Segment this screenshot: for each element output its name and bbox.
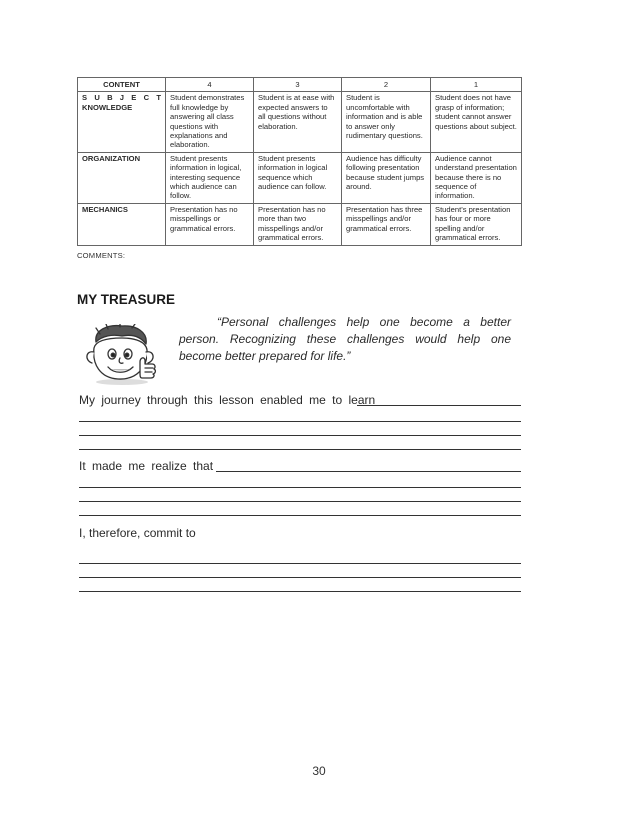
criterion-organization: ORGANIZATION bbox=[78, 152, 166, 203]
letter: J bbox=[119, 93, 125, 103]
answer-line[interactable] bbox=[79, 421, 521, 422]
cell-sk-4: Student demonstrates full knowledge by answering all class questions with explanations and elaboration. bbox=[166, 92, 254, 152]
answer-line[interactable] bbox=[79, 515, 521, 516]
answer-line[interactable] bbox=[79, 487, 521, 488]
cell-org-4: Student presents information in logical, interesting sequence which audience can follow. bbox=[166, 152, 254, 203]
cell-org-3: Student presents information in logical sequence which audience can follow. bbox=[254, 152, 342, 203]
header-score-4: 4 bbox=[166, 78, 254, 92]
rubric-header-row bbox=[78, 78, 522, 92]
rubric-row-mechanics bbox=[78, 203, 522, 245]
comments-label: COMMENTS: bbox=[77, 251, 126, 260]
cell-mech-3: Presentation has no more than two misspellings and/or grammatical errors. bbox=[254, 203, 342, 245]
page-number: 30 bbox=[312, 764, 326, 778]
prompt-realize: It made me realize that bbox=[79, 459, 214, 473]
header-content: CONTENT bbox=[78, 78, 166, 92]
cell-org-2: Audience has difficulty following presentation because student jumps around. bbox=[342, 152, 431, 203]
answer-line[interactable] bbox=[216, 471, 521, 472]
letter: B bbox=[107, 93, 113, 103]
rubric-table bbox=[77, 77, 522, 246]
cell-sk-3: Student is at ease with expected answers to all questions without elaboration. bbox=[254, 92, 342, 152]
header-score-1: 1 bbox=[431, 78, 522, 92]
answer-line[interactable] bbox=[79, 501, 521, 502]
letter: C bbox=[143, 93, 150, 103]
thumbs-up-mascot-icon bbox=[78, 324, 164, 386]
criterion-mechanics: MECHANICS bbox=[78, 203, 166, 245]
header-score-2: 2 bbox=[342, 78, 431, 92]
criterion-line2: KNOWLEDGE bbox=[82, 102, 133, 112]
rubric-row-organization bbox=[78, 152, 522, 203]
criterion-subject-knowledge bbox=[78, 92, 166, 152]
cell-mech-1: Student’s presentation has four or more spelling and/or grammatical errors. bbox=[431, 203, 522, 245]
letter: T bbox=[156, 93, 161, 103]
cell-sk-2: Student is uncomfortable with information and is able to answer only rudimentary questions. bbox=[342, 92, 431, 152]
rubric-row-subject-knowledge bbox=[78, 92, 522, 152]
prompt-commit: I, therefore, commit to bbox=[79, 526, 196, 540]
cell-mech-2: Presentation has three misspellings and/or grammatical errors. bbox=[342, 203, 431, 245]
letter: U bbox=[94, 93, 100, 103]
inspirational-quote: “Personal challenges help one become a better person. Recognizing these challenges would help one become better prepared for life.” bbox=[179, 315, 511, 363]
prompt-journey: My journey through this lesson enabled me to learn bbox=[79, 393, 376, 407]
section-title: MY TREASURE bbox=[77, 292, 176, 307]
answer-line[interactable] bbox=[79, 577, 521, 578]
letter: E bbox=[131, 93, 137, 103]
answer-line[interactable] bbox=[79, 563, 521, 564]
answer-line[interactable] bbox=[79, 449, 521, 450]
cell-sk-1: Student does not have grasp of information; student cannot answer questions about subject. bbox=[431, 92, 522, 152]
cell-org-1: Audience cannot understand presentation because there is no sequence of information. bbox=[431, 152, 522, 203]
header-score-3: 3 bbox=[254, 78, 342, 92]
answer-line[interactable] bbox=[357, 405, 521, 406]
letter: S bbox=[82, 93, 88, 103]
criterion-letters bbox=[82, 93, 161, 102]
answer-line[interactable] bbox=[79, 591, 521, 592]
cell-mech-4: Presentation has no misspellings or grammatical errors. bbox=[166, 203, 254, 245]
answer-line[interactable] bbox=[79, 435, 521, 436]
